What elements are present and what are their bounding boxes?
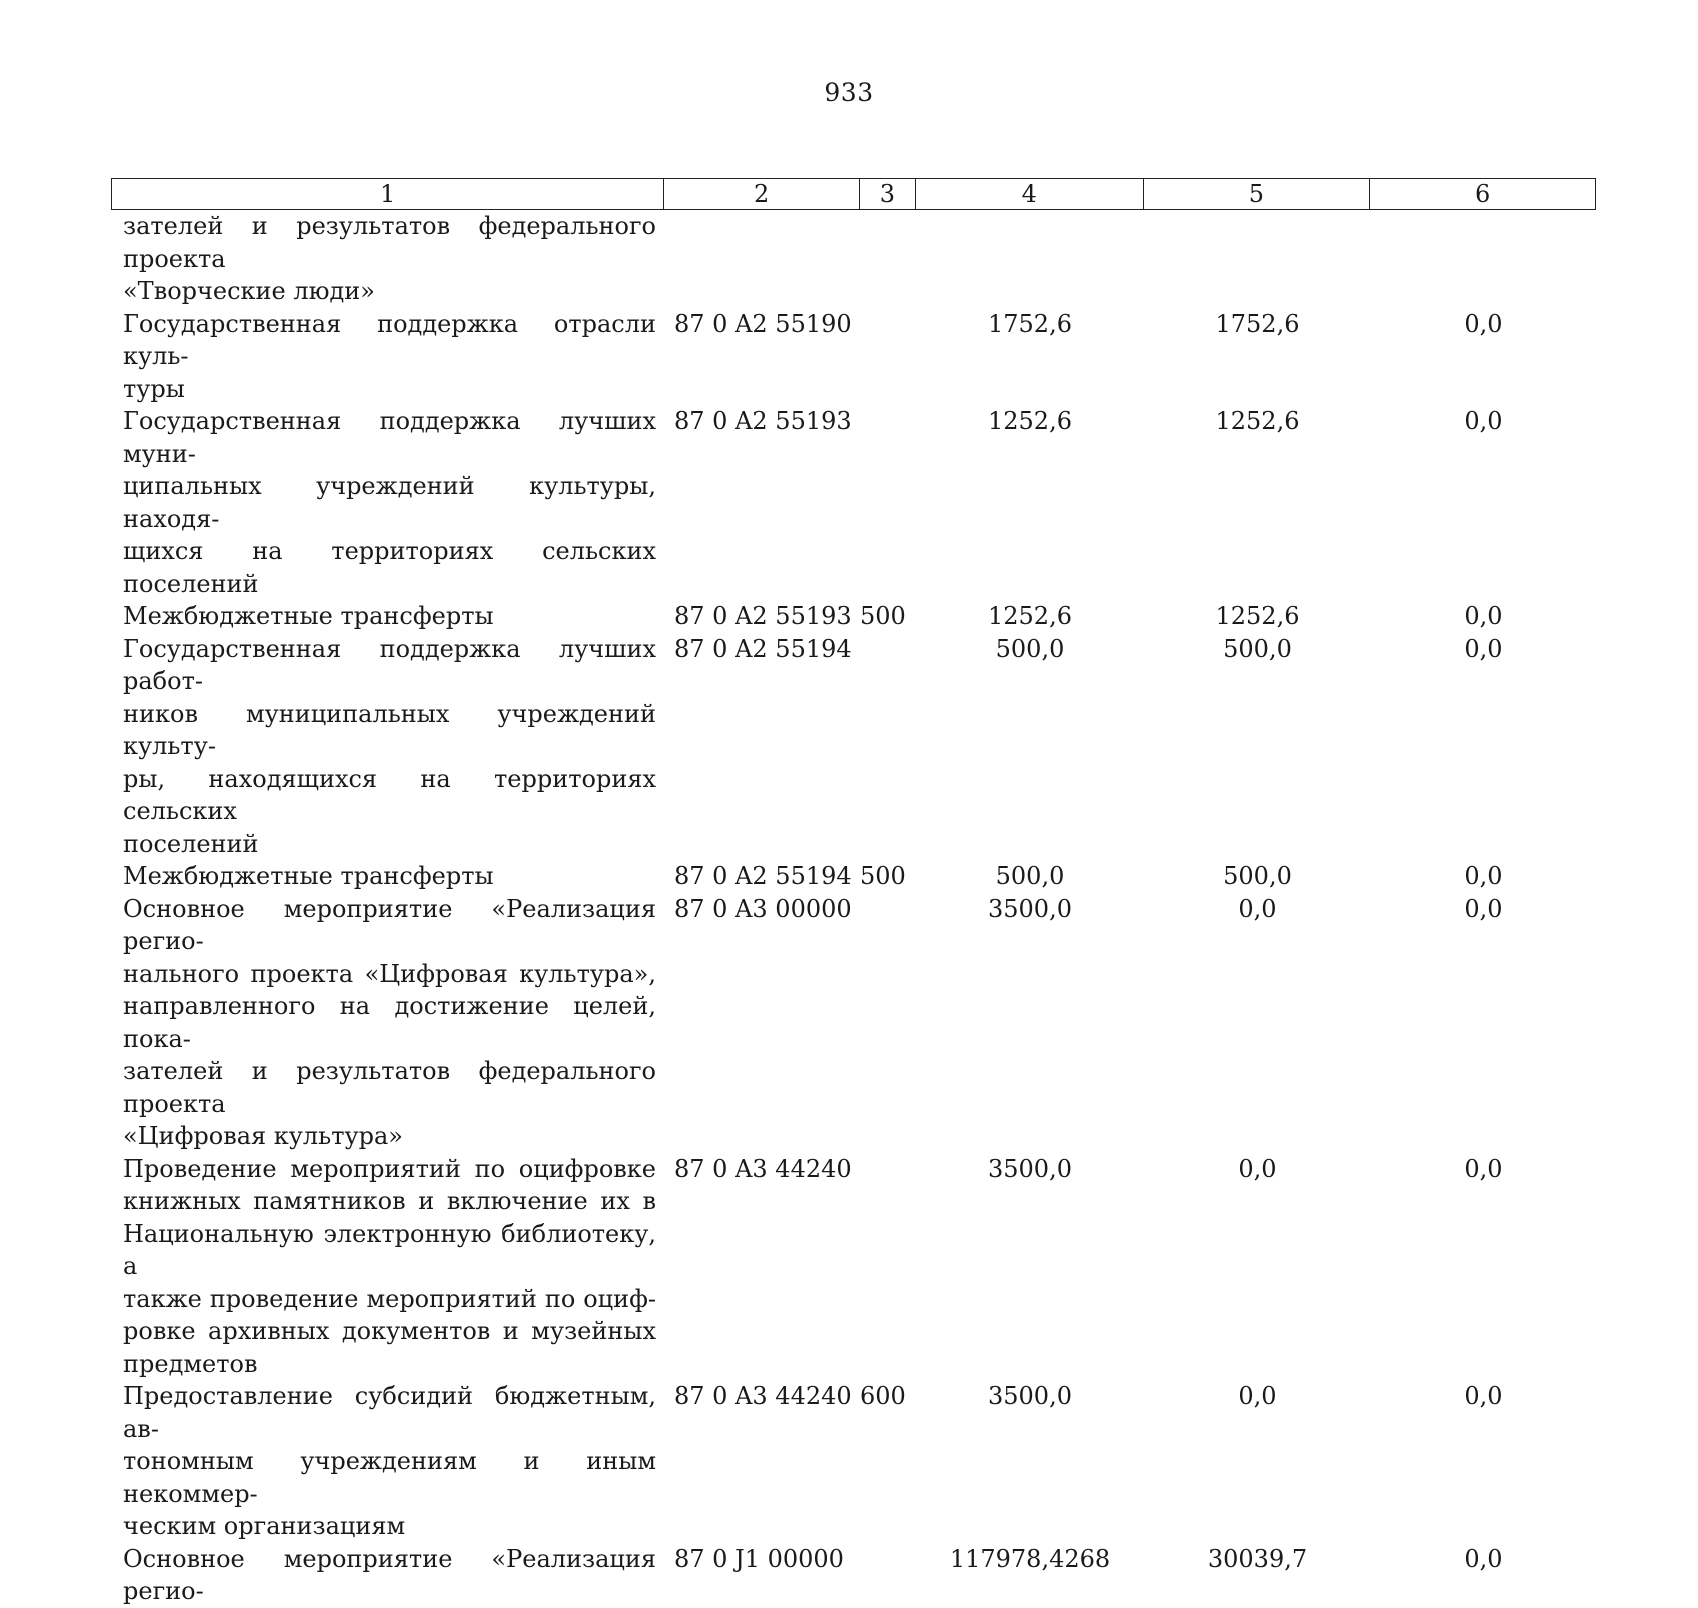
row-expense-type: 600 bbox=[860, 1382, 906, 1410]
row-value-5: 1252,6 bbox=[1215, 602, 1300, 630]
row-expense-type: 500 bbox=[860, 602, 906, 630]
table-row bbox=[111, 600, 1596, 633]
row-value-4: 3500,0 bbox=[988, 1382, 1072, 1410]
description-line: нального проекта «Цифровая культура», bbox=[123, 959, 656, 988]
row-description bbox=[111, 1153, 656, 1381]
description-line: Государственная поддержка лучших муни- bbox=[123, 407, 656, 468]
row-code: 87 0 A3 44240 bbox=[674, 1382, 852, 1410]
table-row bbox=[111, 893, 1596, 1153]
row-value-6 bbox=[1371, 210, 1596, 308]
table-body bbox=[111, 210, 1596, 1608]
row-expense-type bbox=[852, 893, 916, 1153]
description-line: Основное мероприятие «Реализация регио- bbox=[123, 894, 656, 955]
table-row bbox=[111, 1380, 1596, 1543]
row-value-5 bbox=[1144, 210, 1371, 308]
row-description bbox=[111, 893, 656, 1153]
row-code: 87 0 A3 44240 bbox=[674, 1154, 852, 1183]
table-header-row bbox=[111, 178, 1596, 210]
row-value-4: 3500,0 bbox=[988, 1154, 1072, 1183]
row-expense-type bbox=[852, 210, 916, 308]
header-col-6: 6 bbox=[1474, 180, 1491, 208]
description-line: Государственная поддержка отрасли куль- bbox=[123, 309, 656, 370]
table-row bbox=[111, 405, 1596, 600]
description-line: направленного на достижение целей, пока- bbox=[123, 992, 656, 1053]
row-value-4: 3500,0 bbox=[988, 894, 1072, 923]
row-code: 87 0 A2 55194 bbox=[674, 862, 852, 890]
description-line: Предоставление субсидий бюджетным, ав- bbox=[123, 1382, 656, 1443]
description-line: щихся на территориях сельских поселений bbox=[123, 537, 656, 598]
row-value-6: 0,0 bbox=[1464, 309, 1503, 338]
header-col-3: 3 bbox=[860, 179, 916, 209]
row-value-4: 117978,4268 bbox=[949, 1544, 1111, 1573]
row-value-4: 500,0 bbox=[995, 634, 1065, 663]
row-value-4: 1252,6 bbox=[988, 407, 1072, 435]
description-line: «Творческие люди» bbox=[123, 277, 375, 305]
description-line: Проведение мероприятий по оцифровке bbox=[123, 1154, 656, 1183]
row-code: 87 0 A2 55194 bbox=[674, 634, 852, 663]
description-line: также проведение мероприятий по оциф- bbox=[123, 1284, 656, 1313]
budget-table bbox=[111, 178, 1596, 1608]
row-value-5: 1252,6 bbox=[1215, 407, 1300, 435]
description-line: предметов bbox=[123, 1349, 258, 1378]
row-expense-type bbox=[852, 405, 916, 600]
description-line: Межбюджетные трансферты bbox=[123, 602, 494, 630]
table-row bbox=[111, 860, 1596, 893]
row-description bbox=[111, 1543, 656, 1608]
row-description bbox=[111, 860, 656, 893]
description-line: поселений bbox=[123, 829, 259, 858]
row-code: 87 0 A2 55190 bbox=[674, 309, 852, 338]
row-value-4: 1252,6 bbox=[988, 602, 1072, 630]
row-code: 87 0 A2 55193 bbox=[674, 407, 852, 435]
row-value-6: 0,0 bbox=[1464, 1544, 1503, 1573]
row-code: 87 0 J1 00000 bbox=[674, 1544, 844, 1573]
description-line: Межбюджетные трансферты bbox=[123, 862, 494, 890]
row-description bbox=[111, 600, 656, 633]
row-value-6: 0,0 bbox=[1464, 602, 1503, 630]
header-col-4: 4 bbox=[916, 179, 1144, 209]
row-description bbox=[111, 633, 656, 861]
description-line: ников муниципальных учреждений культу- bbox=[123, 699, 656, 760]
header-col-2: 2 bbox=[664, 179, 860, 209]
table-row bbox=[111, 210, 1596, 308]
row-code: 87 0 A2 55193 bbox=[674, 602, 852, 630]
row-value-5: 0,0 bbox=[1238, 894, 1277, 923]
row-description bbox=[111, 1380, 656, 1543]
description-line: Национальную электронную библиотеку, а bbox=[123, 1219, 656, 1280]
row-value-5: 0,0 bbox=[1238, 1382, 1277, 1410]
row-expense-type bbox=[852, 1153, 916, 1381]
row-code: 87 0 A3 00000 bbox=[674, 894, 852, 923]
row-value-5: 0,0 bbox=[1238, 1154, 1277, 1183]
row-description bbox=[111, 405, 656, 600]
row-value-6: 0,0 bbox=[1464, 1154, 1503, 1183]
row-expense-type: 500 bbox=[860, 862, 906, 890]
description-line: книжных памятников и включение их в bbox=[123, 1187, 656, 1215]
description-line: зателей и результатов федерального проекта bbox=[123, 212, 656, 273]
row-value-6: 0,0 bbox=[1464, 894, 1503, 923]
row-description bbox=[111, 210, 656, 308]
description-line: ципальных учреждений культуры, находя- bbox=[123, 472, 656, 533]
row-value-4: 500,0 bbox=[995, 862, 1065, 890]
row-value-6: 0,0 bbox=[1464, 862, 1503, 890]
description-line: тономным учреждениям и иным некоммер- bbox=[123, 1447, 656, 1508]
description-line: зателей и результатов федерального проекта bbox=[123, 1057, 656, 1118]
header-col-5: 5 bbox=[1144, 179, 1371, 209]
page-number: 933 bbox=[824, 78, 874, 107]
row-value-4 bbox=[916, 210, 1144, 308]
row-description bbox=[111, 308, 656, 406]
row-value-5: 30039,7 bbox=[1207, 1544, 1308, 1573]
table-row bbox=[111, 1153, 1596, 1381]
description-line: Основное мероприятие «Реализация регио- bbox=[123, 1544, 656, 1605]
row-value-4: 1752,6 bbox=[988, 309, 1072, 338]
row-value-6: 0,0 bbox=[1464, 407, 1503, 435]
row-expense-type bbox=[852, 1543, 916, 1608]
table-row bbox=[111, 1543, 1596, 1608]
row-expense-type bbox=[852, 633, 916, 861]
row-value-6: 0,0 bbox=[1464, 1382, 1503, 1410]
row-value-5: 500,0 bbox=[1223, 634, 1292, 663]
description-line: «Цифровая культура» bbox=[123, 1122, 403, 1150]
description-line: ры, находящихся на территориях сельских bbox=[123, 764, 656, 825]
description-line: ровке архивных документов и музейных bbox=[123, 1317, 656, 1345]
header-col-1: 1 bbox=[112, 179, 664, 209]
row-value-5: 1752,6 bbox=[1215, 309, 1300, 338]
description-line: туры bbox=[123, 374, 185, 403]
table-row bbox=[111, 633, 1596, 861]
row-value-5: 500,0 bbox=[1223, 862, 1292, 890]
table-row bbox=[111, 308, 1596, 406]
row-code bbox=[656, 210, 852, 308]
description-line: Государственная поддержка лучших работ- bbox=[123, 634, 656, 695]
row-expense-type bbox=[852, 308, 916, 406]
row-value-6: 0,0 bbox=[1464, 634, 1503, 663]
description-line: ческим организациям bbox=[123, 1512, 406, 1540]
